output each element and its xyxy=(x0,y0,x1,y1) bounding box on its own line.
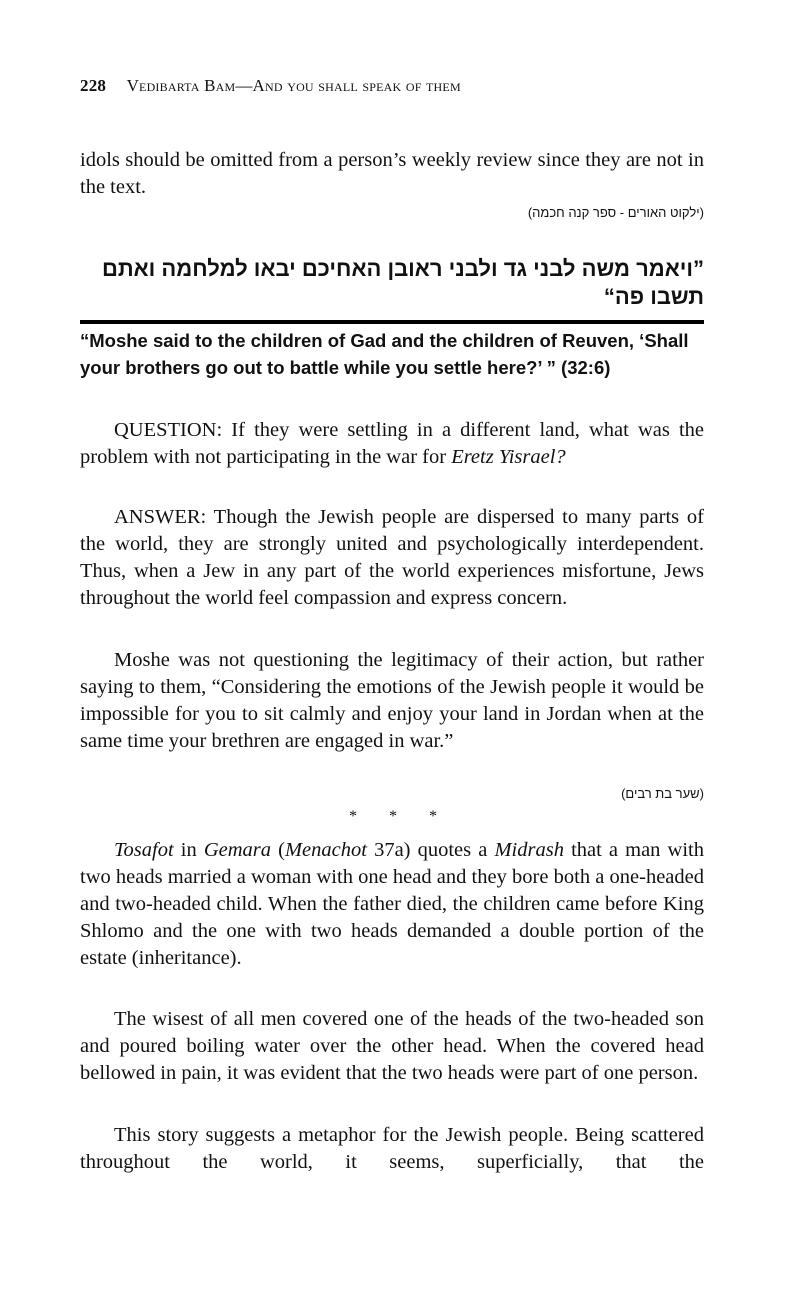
answer-paragraph xyxy=(80,504,704,612)
text-span: ( xyxy=(271,839,285,861)
menachot-italic: Menachot xyxy=(284,839,367,861)
text-span: in xyxy=(173,839,204,861)
tosafot-italic: Tosafot xyxy=(114,839,174,861)
gemara-italic: Gemara xyxy=(203,839,272,861)
story-text-2: The wisest of all men covered one of the heads of the two-headed son and poured boiling water over the other head. When the covered head bellowed in pain, it was evident that the two heads were part of one person. xyxy=(80,1008,704,1084)
english-verse: “Moshe said to the children of Gad and the children of Reuven, ‘Shall your brothers go out to battle while you settle here?’ ” (32:6) xyxy=(80,330,689,378)
question-italic: Eretz Yisrael? xyxy=(451,446,566,468)
text-span: 37a) quotes a xyxy=(366,839,495,861)
section-rule xyxy=(80,320,704,324)
hebrew-verse: ”ויאמר משה לבני גד ולבני ראובן האחיכם יבאו למלחמה ואתם תשבו פה“ xyxy=(102,256,704,309)
section-source: (שער בת רבים) xyxy=(621,786,704,801)
intro-text: idols should be omitted from a person’s weekly review since they are not in the text. xyxy=(80,149,704,198)
story-text-3: This story suggests a metaphor for the Jewish people. Being scattered throughout the world, it seems, superficially, that the xyxy=(80,1124,704,1173)
story-paragraph-2 xyxy=(80,1006,704,1087)
answer-text: ANSWER: Though the Jewish people are dispersed to many parts of the world, they are strongly united and psychologically interdependent. Thus, when a Jew in any part of the world experiences misfortune, Jews throughout the world feel compassion and express concern. xyxy=(80,506,704,609)
intro-paragraph xyxy=(80,147,704,201)
running-header xyxy=(80,76,461,96)
section-separator: * * * xyxy=(349,808,451,825)
intro-source: (ילקוט האורים - ספר קנה חכמה) xyxy=(527,205,704,220)
story-paragraph-3 xyxy=(80,1122,704,1176)
question-paragraph xyxy=(80,417,704,471)
question-text: QUESTION: If they were settling in a different land, what was the problem with not participating in the war for xyxy=(80,419,704,468)
moshe-paragraph xyxy=(80,647,704,755)
text-span: that a man with two heads married a woman with one head and they bore both a one-headed and two-headed child. When the father died, the children came before King Shlomo and the one with two heads demanded a double portion of the estate (inheritance). xyxy=(80,839,704,969)
story-paragraph-1 xyxy=(80,837,704,972)
running-title: Vedibarta Bam—And you shall speak of them xyxy=(126,76,461,95)
moshe-text: Moshe was not questioning the legitimacy of their action, but rather saying to them, “Considering the emotions of the Jewish people it would be impossible for you to sit calmly and enjoy your land in Jordan when at the same time your brethren are engaged in war.” xyxy=(80,649,704,752)
page-number: 228 xyxy=(80,76,107,95)
midrash-italic: Midrash xyxy=(494,839,564,861)
